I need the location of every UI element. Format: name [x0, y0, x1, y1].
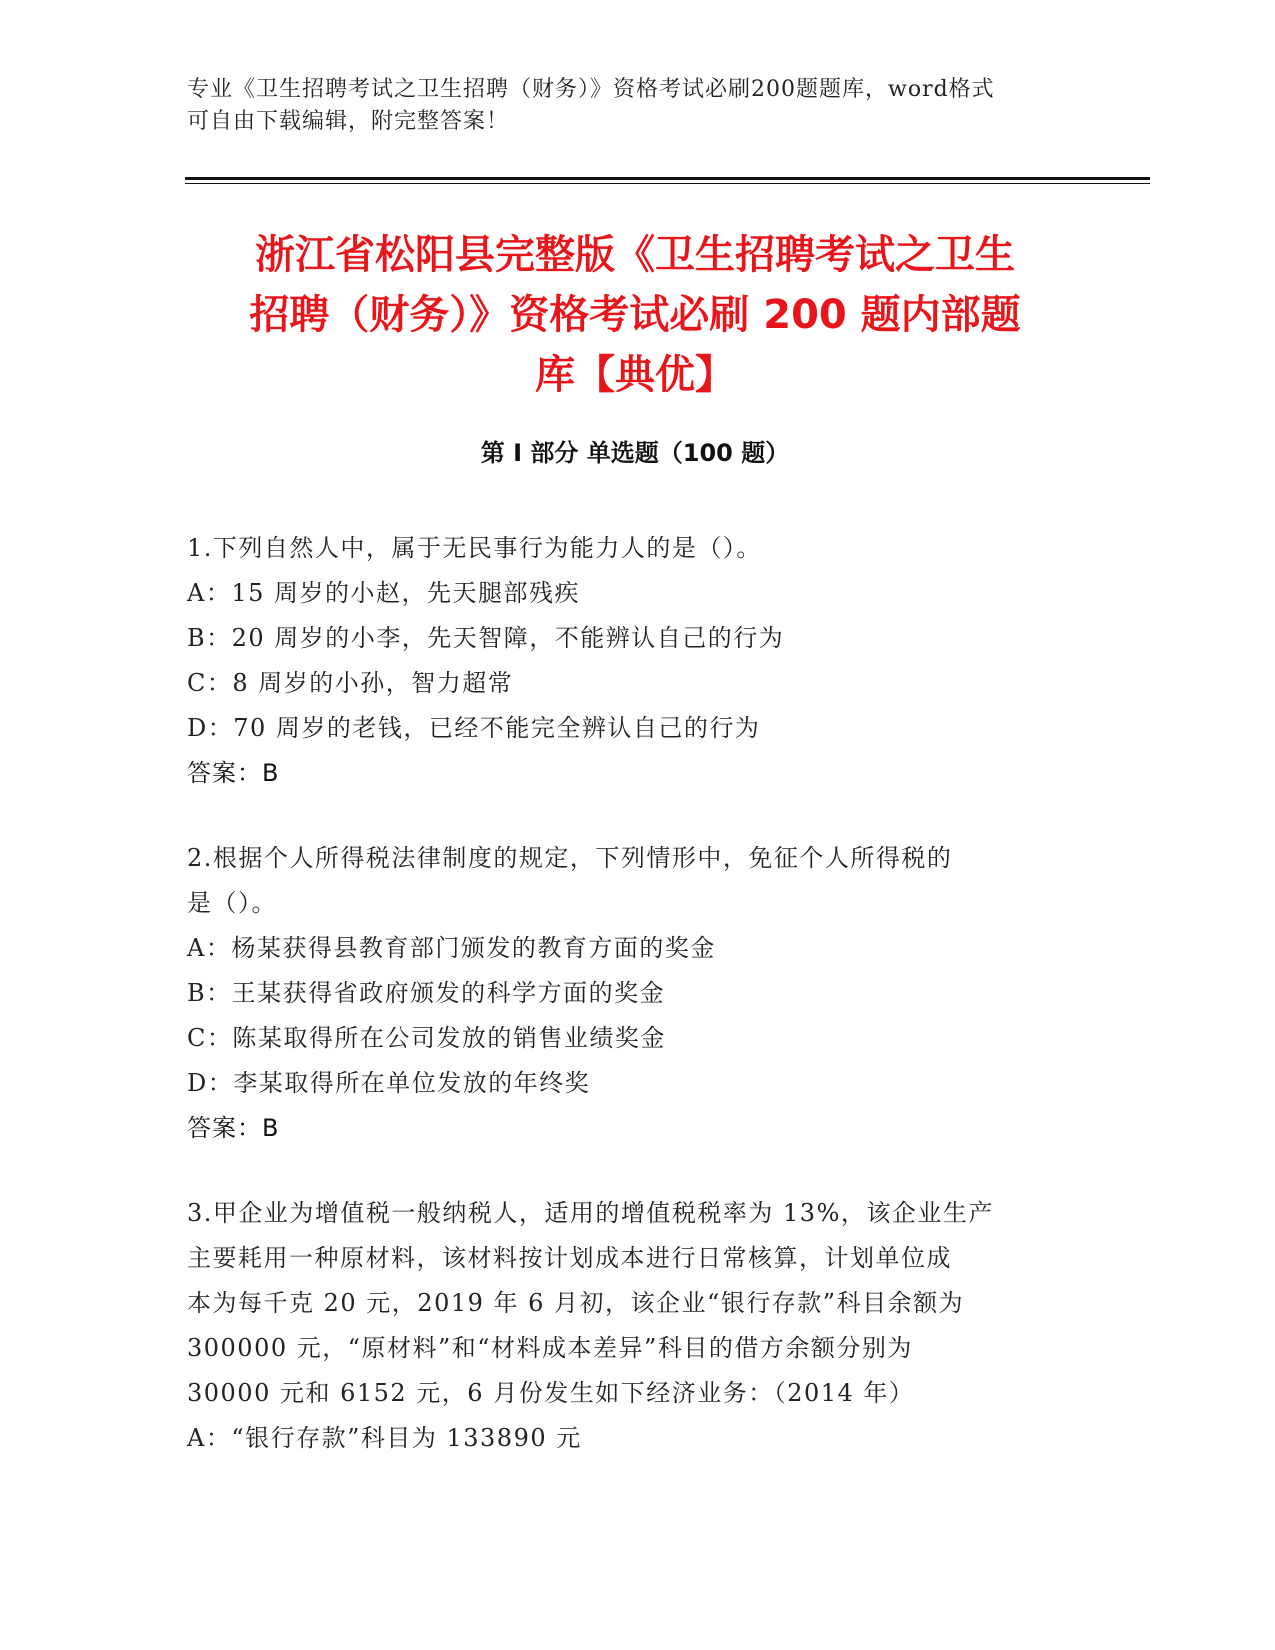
header-divider-thin	[185, 183, 1150, 184]
option-c: C：8 周岁的小孙，智力超常	[187, 669, 514, 697]
question-3	[187, 1191, 1087, 1461]
question-stem: 主要耗用一种原材料，该材料按计划成本进行日常核算，计划单位成	[187, 1244, 952, 1272]
header-note-line-1: 专业《卫生招聘考试之卫生招聘（财务）》资格考试必刷200题题库，word格式	[187, 77, 995, 102]
option-d: D：李某取得所在单位发放的年终奖	[187, 1069, 591, 1097]
header-divider-thick	[185, 177, 1150, 180]
answer: 答案：B	[187, 1114, 280, 1142]
option-d: D：70 周岁的老钱，已经不能完全辨认自己的行为	[187, 714, 761, 742]
document-title-line-2: 招聘（财务）》资格考试必刷 200 题内部题	[249, 292, 1021, 338]
option-b: B：王某获得省政府颁发的科学方面的奖金	[187, 979, 666, 1007]
question-stem: 本为每千克 20 元，2019 年 6 月初，该企业“银行存款”科目余额为	[187, 1289, 965, 1317]
question-stem: 是（）。	[187, 889, 277, 917]
answer: 答案：B	[187, 759, 280, 787]
question-stem: 30000 元和 6152 元，6 月份发生如下经济业务：（2014 年）	[187, 1379, 915, 1407]
question-stem: 2.根据个人所得税法律制度的规定，下列情形中，免征个人所得税的	[187, 844, 953, 872]
option-b: B：20 周岁的小李，先天智障，不能辨认自己的行为	[187, 624, 785, 652]
question-1	[187, 526, 1087, 796]
section-title: 第 I 部分 单选题（100 题）	[480, 439, 790, 467]
question-list	[187, 526, 1087, 1501]
document-title-line-3: 库【典优】	[535, 352, 735, 398]
question-2	[187, 836, 1087, 1151]
header-note-line-2: 可自由下载编辑，附完整答案！	[187, 109, 510, 134]
document-title-line-1: 浙江省松阳县完整版《卫生招聘考试之卫生	[255, 232, 1015, 278]
option-c: C：陈某取得所在公司发放的销售业绩奖金	[187, 1024, 666, 1052]
option-a: A：15 周岁的小赵，先天腿部残疾	[187, 579, 580, 607]
document-title	[180, 225, 1090, 405]
option-a: A：杨某获得县教育部门颁发的教育方面的奖金	[187, 934, 716, 962]
question-stem: 300000 元，“原材料”和“材料成本差异”科目的借方余额分别为	[187, 1334, 913, 1362]
question-stem: 1.下列自然人中，属于无民事行为能力人的是（）。	[187, 534, 762, 562]
option-a: A：“银行存款”科目为 133890 元	[187, 1424, 582, 1452]
question-stem: 3.甲企业为增值税一般纳税人，适用的增值税税率为 13%，该企业生产	[187, 1199, 994, 1227]
header-note	[187, 74, 1067, 138]
